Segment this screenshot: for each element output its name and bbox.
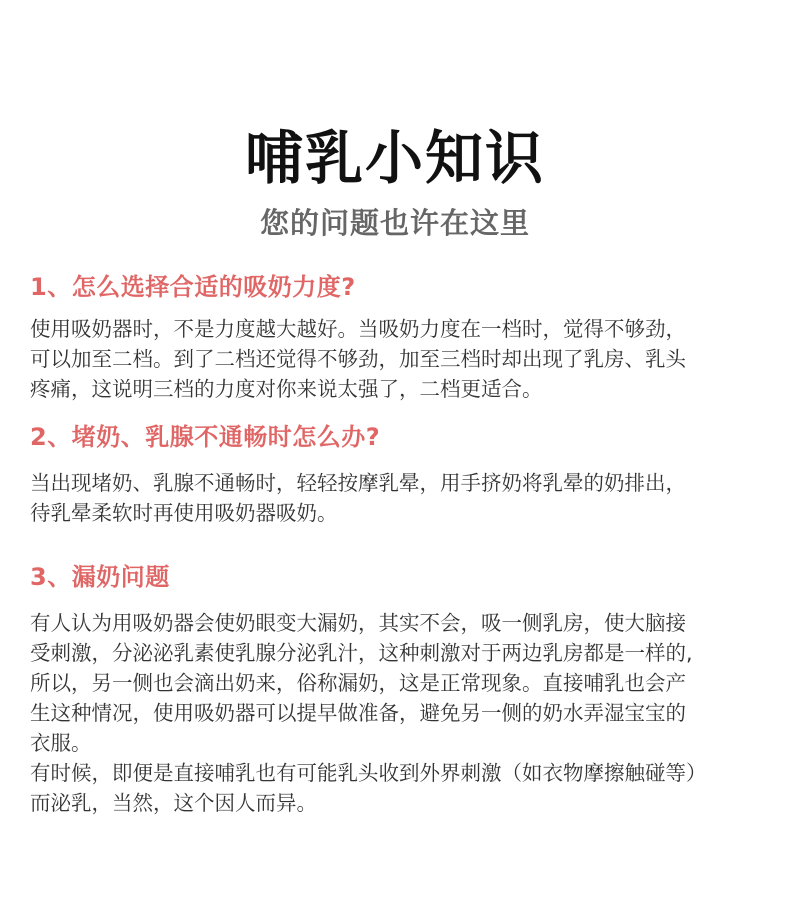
paragraph-line: 衣服。 — [30, 731, 92, 755]
paragraph-line: 有人认为用吸奶器会使奶眼变大漏奶，其实不会，吸一侧乳房，使大脑接 — [30, 611, 686, 635]
section-body — [30, 468, 760, 528]
paragraph-line: 当出现堵奶、乳腺不通畅时，轻轻按摩乳晕，用手挤奶将乳晕的奶排出， — [30, 471, 686, 495]
paragraph-line: 而泌乳，当然，这个因人而异。 — [30, 791, 317, 815]
paragraph-line: 待乳晕柔软时再使用吸奶器吸奶。 — [30, 501, 338, 525]
section-heading: 3、漏奶问题 — [30, 563, 170, 591]
paragraph-line: 有时候，即便是直接哺乳也有可能乳头收到外界刺激（如衣物摩擦触碰等） — [30, 761, 707, 785]
paragraph-line: 使用吸奶器时，不是力度越大越好。当吸奶力度在一档时，觉得不够劲， — [30, 317, 686, 341]
paragraph-line: 可以加至二档。到了二档还觉得不够劲，加至三档时却出现了乳房、乳头 — [30, 347, 686, 371]
paragraph-line: 受刺激，分泌泌乳素使乳腺分泌乳汁，这种刺激对于两边乳房都是一样的, — [30, 641, 693, 665]
section-heading: 2、堵奶、乳腺不通畅时怎么办? — [30, 423, 381, 451]
section-heading: 1、怎么选择合适的吸奶力度? — [30, 273, 356, 301]
section-body — [30, 314, 760, 404]
section-pump-strength — [30, 270, 760, 404]
paragraph-line: 疼痛，这说明三档的力度对你来说太强了，二档更适合。 — [30, 377, 543, 401]
section-leaking-milk — [30, 560, 760, 818]
paragraph-line: 生这种情况，使用吸奶器可以提早做准备，避免另一侧的奶水弄湿宝宝的 — [30, 701, 686, 725]
page-title: 哺乳小知识 — [244, 124, 545, 192]
paragraph-line: 所以，另一侧也会滴出奶来，俗称漏奶，这是正常现象。直接哺乳也会产 — [30, 671, 686, 695]
section-body — [30, 608, 760, 818]
section-blocked-ducts — [30, 420, 760, 528]
page-subtitle: 您的问题也许在这里 — [259, 206, 530, 240]
